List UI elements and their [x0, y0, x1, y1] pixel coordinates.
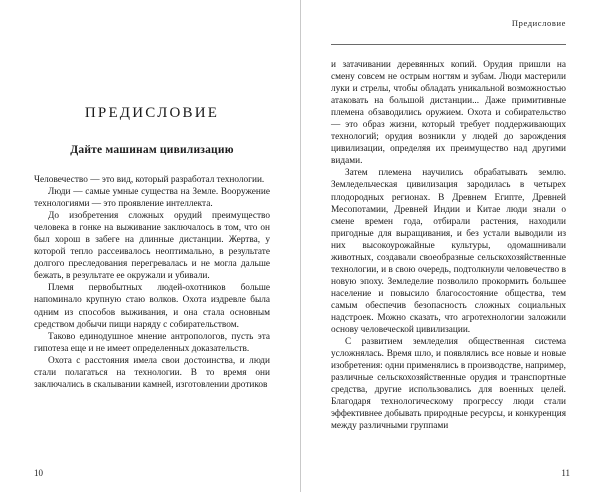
right-page-body — [331, 59, 566, 432]
paragraph: Таково единодушное мнение антропологов, пусть эта гипотеза еще и не имеет определенных доказательств. — [34, 331, 270, 354]
paragraph: Охота с расстояния имела свои достоинства, и люди стали полагаться на технологии. В то время они заключались в скалывании камней, изготовлении дротиков — [34, 355, 270, 390]
paragraph: До изобретения сложных орудий преимущество человека в гонке на выживание заключалось в том, что он был хорош в забеге на длинные дистанции. Жертва, у которой тепло рассеивалось неоптимально, в результате долгого преследования перегревалась и не могла дальше бежать, в результате ее окружали и убивали. — [34, 211, 270, 282]
left-header-spacer — [34, 18, 270, 45]
running-head: Предисловие — [511, 18, 566, 28]
chapter-subtitle: Дайте машинам цивилизацию — [70, 144, 234, 156]
paragraph: Люди — самые умные существа на Земле. Вооружение технологиями — это проявление интеллекта. — [34, 187, 270, 210]
page-number: 11 — [561, 468, 570, 478]
paragraph: Затем племена научились обрабатывать землю. Земледельческая цивилизация зародилась в четырех плодородных регионах. В Древнем Египте, Древней Месопотамии, Древней Индии и Китае люди знали о смене времен года, отбирали растения, находили пригодные для выращивания, и без устали выводили из них высокоурожайные культуры, одомашнивали животных, создавали своеобразные сельскохозяйственные технологии, и в свою очередь, подтолкнули человечество в новую эпоху. Земледелие позволило прокормить большее население и повысило благосостояние общества, тем самым обеспечив безопасность сложных социальных надстроек. Можно сказать, что агротехнологии заложили основу человеческой цивилизации. — [331, 168, 566, 336]
page-title: ПРЕДИСЛОВИЕ — [84, 105, 220, 121]
page-number: 10 — [34, 468, 43, 478]
left-page-body — [34, 174, 270, 391]
right-page — [300, 0, 600, 492]
header-rule — [331, 44, 566, 45]
paragraph: Племя первобытных людей-охотников больше напоминало крупную стаю волков. Охота издревле была одним из способов выживания, и она стала основным средством добычи пищи наряду с собирательством. — [34, 283, 270, 330]
paragraph: Человечество — это вид, который разработал технологии. — [34, 175, 265, 185]
paragraph: и затачивании деревянных копий. Орудия пришли на смену совсем не острым ногтям и зубам. Люди мастерили луки и стрелы, чтобы обладать уникальной возможностью атаковать на большой дистанции... Даже примитивные племена обзаводились оружием. Охота и собирательство — это образ жизни, который требует поддерживающих технологий; орудия возникли у людей до зарождения цивилизации, определяя их преимущество над другими видами. — [331, 60, 566, 167]
paragraph: С развитием земледелия общественная система усложнялась. Время шло, и появлялись все новые и новые изобретения: одни применялись в производстве, например, различные сельскохозяйственные орудия и транспортные средства, другие использовались для военных целей. Благодаря технологическому прогрессу люди стали эффективнее добывать природные ресурсы, и конкуренция между различными группами — [331, 337, 566, 432]
